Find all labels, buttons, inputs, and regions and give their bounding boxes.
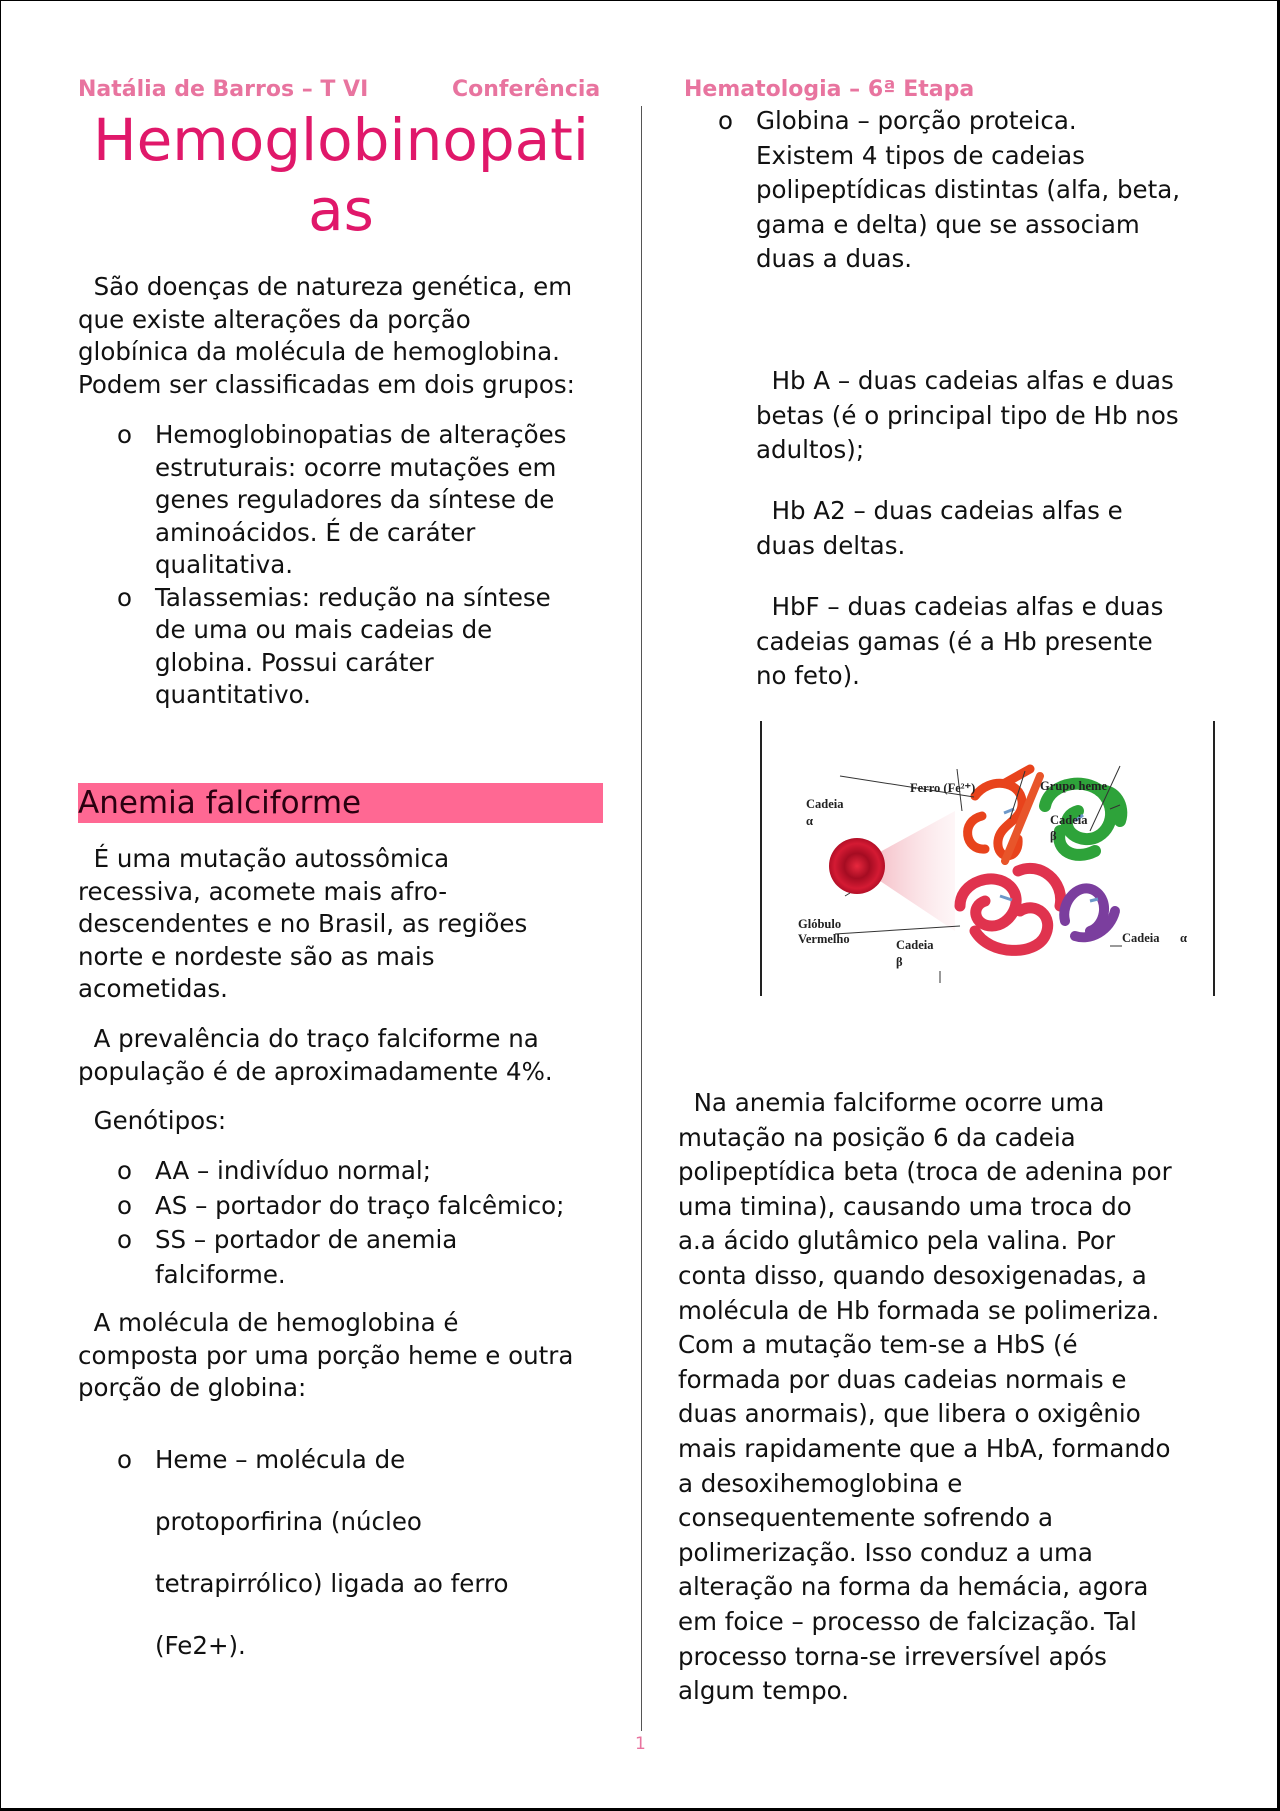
text-line: Hb A2 – duas cadeias alfas e xyxy=(771,496,1123,525)
text-line: SS – portador de anemia xyxy=(155,1225,458,1254)
bullet-icon: o xyxy=(117,1156,132,1185)
text-line: qualitativa. xyxy=(155,550,294,579)
figure-label-cadeia-beta-right: Cadeia xyxy=(1050,813,1088,827)
text-line: população é de aproximadamente 4%. xyxy=(78,1056,553,1086)
text-line: descendentes e no Brasil, as regiões xyxy=(78,909,528,938)
text-line: falciforme. xyxy=(155,1259,286,1289)
red-blood-cell-icon xyxy=(829,838,885,894)
bullet-icon: o xyxy=(718,106,733,135)
globin-list xyxy=(679,104,1239,277)
header-type: Conferência xyxy=(452,77,601,102)
figure-label-cadeia-alpha-bottom: Cadeia xyxy=(1122,931,1160,945)
column-divider xyxy=(641,106,642,1731)
list-item xyxy=(78,1223,618,1292)
figure-label-alpha-top: α xyxy=(806,814,813,828)
text-line: duas a duas. xyxy=(756,244,913,273)
header-author: Natália de Barros – T VI xyxy=(78,77,369,102)
text-line: norte e nordeste são as mais xyxy=(78,941,435,971)
text-line: polipeptídica beta (troca de adenina por xyxy=(678,1157,1172,1187)
text-line: molécula de Hb formada se polimeriza. xyxy=(678,1295,1160,1325)
text-line: Globina – porção proteica. xyxy=(756,106,1077,135)
genotypes-list xyxy=(78,1154,618,1292)
text-line: composta por uma porção heme e outra xyxy=(78,1340,574,1370)
title-line-1: Hemoglobinopati xyxy=(92,106,590,174)
text-line: Podem ser classificadas em dois grupos: xyxy=(78,369,575,399)
text-line: Na anemia falciforme ocorre uma xyxy=(693,1088,1105,1117)
text-line: betas (é o principal tipo de Hb nos xyxy=(756,400,1179,430)
bullet-icon: o xyxy=(117,1445,132,1474)
groups-list xyxy=(78,419,618,712)
text-line: AS – portador do traço falcêmico; xyxy=(155,1190,565,1220)
text-line: porção de globina: xyxy=(78,1373,307,1402)
text-line: no feto). xyxy=(756,661,860,690)
text-line: consequentemente sofrendo a xyxy=(678,1503,1053,1533)
bullet-icon: o xyxy=(117,1190,132,1220)
title-line-2: as xyxy=(308,176,374,244)
text-line: duas deltas. xyxy=(756,530,906,560)
bullet-icon: o xyxy=(117,582,132,612)
figure-label-globulo: Glóbulo xyxy=(798,917,842,931)
text-line: (Fe2+). xyxy=(155,1631,246,1660)
header-course: Hematologia – 6ª Etapa xyxy=(684,77,975,102)
text-line: HbF – duas cadeias alfas e duas xyxy=(771,592,1164,621)
text-line: acometidas. xyxy=(78,974,228,1003)
text-line: protoporfirina (núcleo xyxy=(155,1507,422,1536)
figure-label-cadeia-alpha-top: Cadeia xyxy=(806,797,844,811)
text-line: Hb A – duas cadeias alfas e duas xyxy=(771,366,1174,395)
text-line: São doenças de natureza genética, em xyxy=(93,272,573,301)
sickle-cell-paragraph xyxy=(678,1086,1172,1709)
text-line: globínica da molécula de hemoglobina. xyxy=(78,337,560,366)
page-frame-right xyxy=(1277,1,1279,1810)
list-item xyxy=(679,104,1239,277)
text-line: estruturais: ocorre mutações em xyxy=(155,452,557,482)
page-number: 1 xyxy=(635,1734,646,1754)
intro-paragraph xyxy=(78,271,575,401)
bullet-icon: o xyxy=(117,1225,132,1254)
text-line: mais rapidamente que a HbA, formando xyxy=(678,1433,1171,1463)
hemoglobin-structure-illustration xyxy=(760,721,1215,996)
text-line: adultos); xyxy=(756,435,865,464)
list-item xyxy=(78,419,618,582)
text-line: de uma ou mais cadeias de xyxy=(155,615,493,644)
text-line: mutação na posição 6 da cadeia xyxy=(678,1122,1076,1152)
mutation-paragraph xyxy=(78,843,527,1006)
figure-label-beta-bottom: β xyxy=(896,955,903,969)
figure-label-alpha-bottom: α xyxy=(1180,931,1187,945)
bullet-icon: o xyxy=(117,420,132,449)
text-line: polipeptídicas distintas (alfa, beta, xyxy=(756,175,1181,204)
list-item xyxy=(78,1154,618,1189)
text-line: uma timina), causando uma troca do xyxy=(678,1191,1132,1221)
text-line: a.a ácido glutâmico pela valina. Por xyxy=(678,1226,1116,1256)
text-line: que existe alterações da porção xyxy=(78,304,471,334)
text-line: Com a mutação tem-se a HbS (é xyxy=(678,1330,1078,1360)
list-item xyxy=(78,1429,618,1677)
genotypes-label xyxy=(78,1105,226,1138)
hb-a2-paragraph xyxy=(756,494,1123,563)
section-heading-anemia-falciforme: Anemia falciforme xyxy=(78,783,603,823)
text-line: em foice – processo de falcização. Tal xyxy=(678,1606,1137,1636)
text-line: cadeias gamas (é a Hb presente xyxy=(756,626,1153,656)
text-line: polimerização. Isso conduz a uma xyxy=(678,1537,1093,1567)
text-line: Heme – molécula de xyxy=(155,1445,406,1474)
text-line: duas anormais), que libera o oxigênio xyxy=(678,1399,1141,1429)
text-line: processo torna-se irreversível após xyxy=(678,1641,1107,1671)
heme-list xyxy=(78,1429,618,1677)
text-line: recessiva, acomete mais afro- xyxy=(78,876,448,906)
figure-label-vermelho: Vermelho xyxy=(798,932,850,946)
text-line: gama e delta) que se associam xyxy=(756,209,1140,239)
text-line: algum tempo. xyxy=(678,1676,849,1706)
text-line: Hemoglobinopatias de alterações xyxy=(155,420,567,449)
figure-label-cadeia-beta-bottom: Cadeia xyxy=(896,938,934,952)
text-line: Talassemias: redução na síntese xyxy=(155,582,551,612)
hb-a-paragraph xyxy=(756,364,1179,468)
molecule-paragraph xyxy=(78,1307,573,1405)
figure-label-beta-right: β xyxy=(1050,829,1057,843)
text-line: aminoácidos. É de caráter xyxy=(155,517,476,547)
hemoglobin-figure xyxy=(760,721,1215,996)
figure-label-ferro: Ferro (Fe²⁺) xyxy=(910,781,976,795)
text-line: A prevalência do traço falciforme na xyxy=(93,1024,539,1053)
text-line: globina. Possui caráter xyxy=(155,647,434,677)
text-line: Genótipos: xyxy=(93,1106,227,1135)
text-line: alteração na forma da hemácia, agora xyxy=(678,1572,1149,1602)
list-item xyxy=(78,582,618,712)
text-line: tetrapirrólico) ligada ao ferro xyxy=(155,1569,509,1598)
figure-label-grupo-heme: Grupo heme xyxy=(1040,779,1108,793)
page-title xyxy=(71,105,611,245)
hbf-paragraph xyxy=(756,590,1163,694)
text-line: AA – indivíduo normal; xyxy=(155,1156,431,1185)
page-frame-bottom xyxy=(1,1808,1279,1810)
text-line: conta disso, quando desoxigenadas, a xyxy=(678,1260,1147,1290)
text-line: quantitativo. xyxy=(155,680,311,709)
text-line: a desoxihemoglobina e xyxy=(678,1468,963,1498)
text-line: genes reguladores da síntese de xyxy=(155,485,555,514)
text-line: É uma mutação autossômica xyxy=(93,844,450,873)
list-item xyxy=(78,1189,618,1224)
prevalence-paragraph xyxy=(78,1023,553,1088)
text-line: formada por duas cadeias normais e xyxy=(678,1364,1127,1394)
text-line: A molécula de hemoglobina é xyxy=(93,1308,459,1337)
text-line: Existem 4 tipos de cadeias xyxy=(756,140,1085,170)
